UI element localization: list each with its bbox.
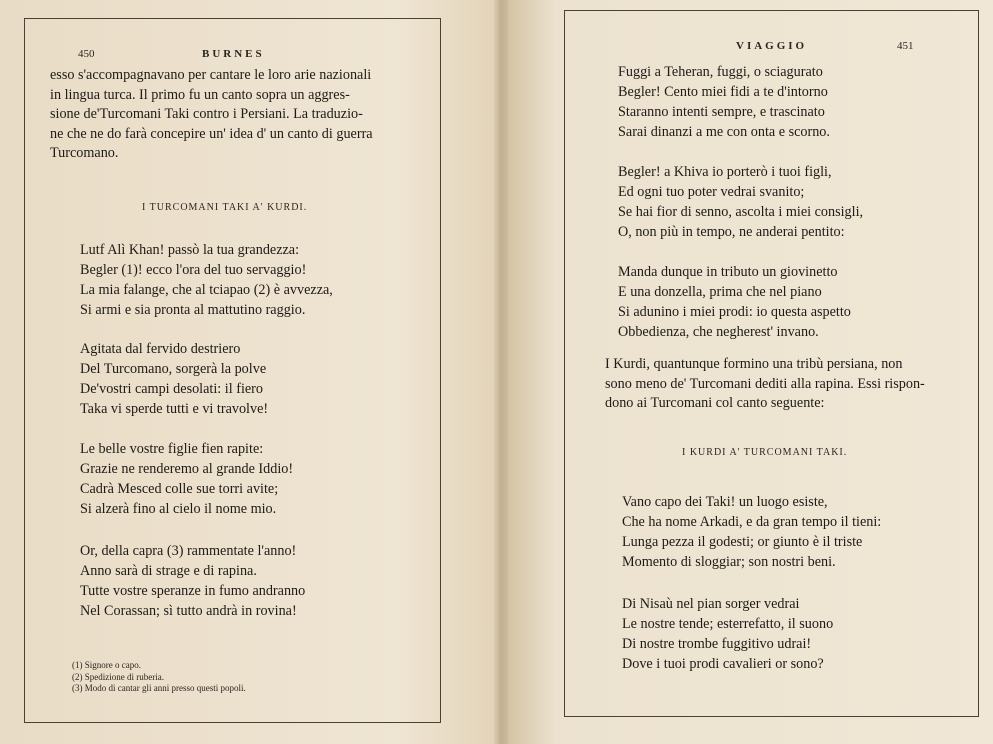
stanza (618, 262, 863, 342)
stanza (618, 162, 863, 242)
verse-line: Staranno intenti sempre, e trascinato (618, 104, 825, 120)
verse-line: Fuggi a Teheran, fuggi, o sciagurato (618, 64, 823, 80)
verse-line: Di nostre trombe fuggitivo udrai! (622, 636, 812, 652)
left-song-title: I TURCOMANI TAKI A' KURDI. (142, 202, 308, 213)
verse-line: O, non più in tempo, ne anderai pentito: (618, 224, 845, 240)
verse-line: Momento di sloggiar; son nostri beni. (622, 554, 836, 570)
verse-line: Si alzerà fino al cielo il nome mio. (80, 501, 277, 517)
verse-line: Che ha nome Arkadi, e da gran tempo il tieni: (622, 514, 882, 530)
verse-line: Le belle vostre figlie fien rapite: (80, 441, 264, 457)
verse-line: Manda dunque in tributo un giovinetto (618, 264, 838, 280)
verse-line: Begler! Cento miei fidi a te d'intorno (618, 84, 828, 100)
verse-line: E una donzella, prima che nel piano (618, 284, 822, 300)
verse-line: Agitata dal fervido destriero (80, 341, 241, 357)
verse-line: Begler! a Khiva io porterò i tuoi figli, (618, 164, 832, 180)
footnote: (2) Spedizione di ruberia. (72, 671, 164, 682)
left-footnotes (72, 660, 246, 695)
verse-line: Lutf Alì Khan! passò la tua grandezza: (80, 242, 300, 258)
verse-line: Si adunino i miei prodi: io questa aspetto (618, 304, 851, 320)
intro-line: esso s'accompagnavano per cantare le loro arie nazionali (50, 67, 372, 83)
verse-line: Del Turcomano, sorgerà la polve (80, 361, 267, 377)
verse-line: Dove i tuoi prodi cavalieri or sono? (622, 656, 824, 672)
verse-line: Or, della capra (3) rammentate l'anno! (80, 543, 297, 559)
intro-line: in lingua turca. Il primo fu un canto sopra un aggres- (50, 86, 350, 103)
verse-line: Cadrà Mesced colle sue torri avite; (80, 481, 279, 497)
right-page (500, 0, 993, 744)
verse-line: La mia falange, che al tciapao (2) è avvezza, (80, 282, 333, 298)
verse-line: Lunga pezza il godesti; or giunto è il triste (622, 534, 863, 550)
verse-line: Si armi e sia pronta al mattutino raggio. (80, 302, 306, 318)
verse-line: Di Nisaù nel pian sorger vedrai (622, 596, 800, 612)
right-prose-paragraph (605, 355, 965, 414)
intro-line: sione de'Turcomani Taki contro i Persiani. La traduzio- (50, 106, 363, 122)
stanza (80, 541, 333, 621)
right-poem (622, 492, 881, 693)
verse-line: Se hai fior di senno, ascolta i miei consigli, (618, 204, 864, 220)
footnote: (1) Signore o capo. (72, 660, 141, 670)
stanza (622, 492, 881, 572)
left-page-number: 450 (78, 48, 95, 60)
stanza (80, 339, 333, 419)
verse-line: Obbedienza, che negherest' invano. (618, 324, 819, 340)
stanza (618, 62, 863, 142)
verse-line: Nel Corassan; sì tutto andrà in rovina! (80, 603, 297, 619)
verse-line: Ed ogni tuo poter vedrai svanito; (618, 184, 805, 200)
verse-line: Anno sarà di strage e di rapina. (80, 563, 257, 579)
footnote: (3) Modo di cantar gli anni presso questi popoli. (72, 683, 246, 693)
right-poem-continued (618, 62, 863, 361)
intro-line: ne che ne do farà concepire un' idea d' un canto di guerra (50, 125, 373, 142)
intro-line: Turcomano. (50, 145, 119, 161)
stanza (80, 240, 333, 320)
verse-line: De'vostri campi desolati: il fiero (80, 381, 264, 397)
prose-line: I Kurdi, quantunque formino una tribù persiana, non (605, 356, 903, 372)
right-running-head: VIAGGIO (736, 40, 808, 52)
verse-line: Begler (1)! ecco l'ora del tuo servaggio! (80, 262, 307, 278)
prose-line: dono ai Turcomani col canto seguente: (605, 395, 825, 411)
stanza (622, 594, 881, 674)
stanza (80, 439, 333, 519)
left-intro-paragraph (50, 66, 425, 164)
verse-line: Grazie ne renderemo al grande Iddio! (80, 461, 294, 477)
left-running-head: BURNES (202, 48, 265, 60)
verse-line: Vano capo dei Taki! un luogo esiste, (622, 494, 828, 510)
verse-line: Sarai dinanzi a me con onta e scorno. (618, 124, 830, 140)
verse-line: Taka vi sperde tutti e vi travolve! (80, 401, 269, 417)
right-page-number: 451 (897, 40, 914, 52)
verse-line: Tutte vostre speranze in fumo andranno (80, 583, 306, 599)
verse-line: Le nostre tende; esterrefatto, il suono (622, 616, 834, 632)
prose-line: sono meno de' Turcomani dediti alla rapina. Essi rispon- (605, 375, 925, 392)
left-poem (80, 240, 333, 640)
right-song-title: I KURDI A' TURCOMANI TAKI. (682, 447, 848, 458)
